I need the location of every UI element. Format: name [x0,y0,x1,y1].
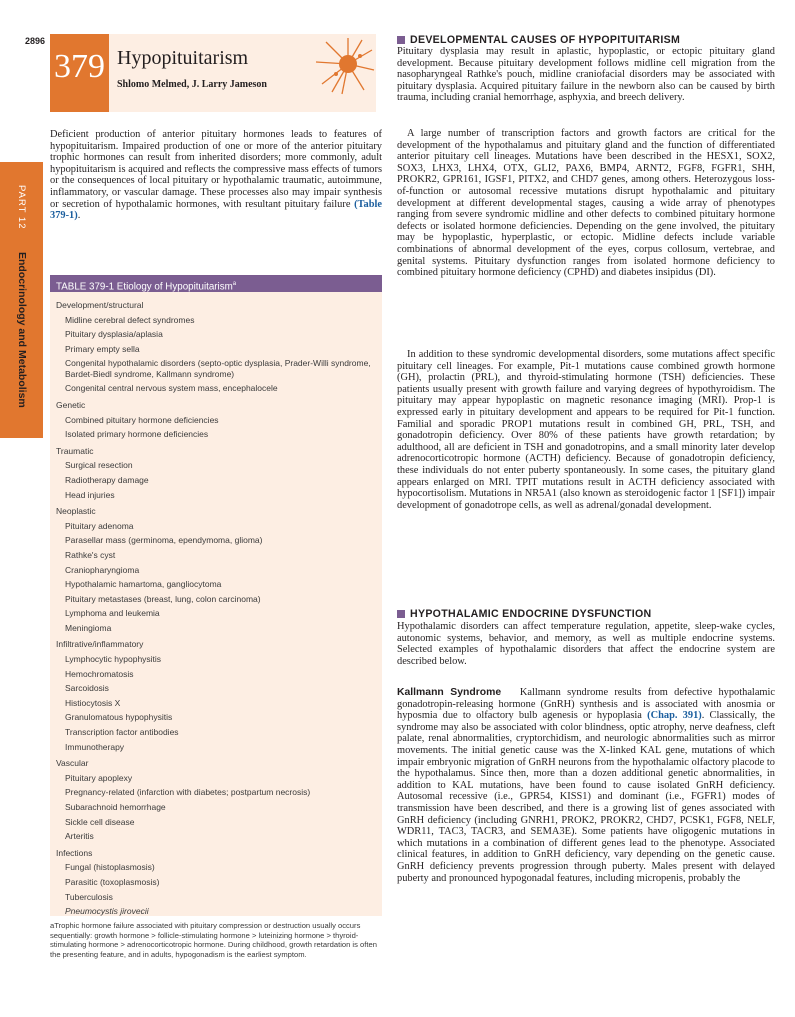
sunburst-decoration-icon [312,36,376,96]
table-item: Meningioma [65,622,112,633]
kallmann-paragraph [397,687,775,884]
hypothalamic-paragraph: Hypothalamic disorders can affect temperature regulation, appetite, sleep-wake cycles, autonomic systems, behavior, and memory, as well as multiple endocrine systems. Selected examples of hypothalamic disorders that affect the endocrine system are described below. [397,621,775,667]
table-item: Lymphoma and leukemia [65,608,160,619]
table-item: Sickle cell disease [65,816,135,827]
heading-text: DEVELOPMENTAL CAUSES OF HYPOPITUITARISM [410,34,681,46]
chapter-title: Hypopituitarism [117,47,249,69]
developmental-paragraph-2: A large number of transcription factors and growth factors are critical for the development of the hypothalamus and pituitary gland and the function of differentiated anterior pituitary cell lineages. Mutations have been described in the HESX1, SOX2, SOX3, LHX3, LHX4, OTX, GLI2, PAX6, BMP4, ARNT2, FGF8, FGFR1, SHH, PROKR2, GPR161, IGSF1, PITX2, and CHD7 genes, among others. Heterozygous loss-of-function or autosomal recessive mutations disrupt hypothalamic and pituitary development at different developmental stages, causing a wide array of phenotypes ranging from severe syndromic midline and other defects to combined pituitary hormone defects or isolated hormone deficiencies. Depending on the gene involved, the pituitary may be hypoplastic, hyperplastic, or ectopic. Midline defects include variable combinations of abnormal development of the eyes, corpus collosum, vertebrae, and genital systems. Pituitary dysfunction ranges from isolated hormone deficiency to combined pituitary hormone deficiency (CPHD) and diabetes insipidus (DI). [397,128,775,279]
table-title-text: TABLE 379-1 Etiology of Hypopituitarism [56,281,233,293]
table-item: Pneumocystis jirovecii [65,906,149,917]
table-item: Subarachnoid hemorrhage [65,802,166,812]
table-item: Histiocytosis X [65,697,121,708]
chapter-header [50,34,376,112]
table-title [50,276,382,292]
heading-square-icon [397,610,405,618]
table-category: Vascular [56,758,89,769]
part-section-title: Endocrinology and Metabolism [16,252,28,408]
table-item: Hypothalamic hamartoma, gangliocytoma [65,579,222,590]
chapter-number: 379 [50,34,109,112]
table-footnote: aTrophic hormone failure associated with pituitary compression or destruction usually occurs sequentially: growth hormone > follicle-stimulating hormone > luteinizing hormone > thyroid-stimulating hormone > adrenocorticotropic hormone. During childhood, growth retardation is often the presenting feature, and in adults, hypogonadism is the earliest symptom. [50,921,377,959]
table-item: Pituitary metastases (breast, lung, colon carcinoma) [65,593,261,604]
table-item: Tuberculosis [65,891,113,902]
kallmann-run-in-heading: Kallmann Syndrome [397,687,502,698]
table-title-footnote-mark: a [232,281,237,287]
etiology-table [50,275,382,916]
table-item: Craniopharyngioma [65,564,140,575]
section-heading-developmental [397,34,775,46]
table-item: Parasellar mass (germinoma, ependymoma, glioma) [65,535,263,546]
table-item: Rathke's cyst [65,549,116,560]
table-item: Lymphocytic hypophysitis [65,654,162,665]
part-label: PART 12 [16,185,27,230]
table-item: Combined pituitary hormone deficiencies [65,414,219,425]
heading-text: HYPOTHALAMIC ENDOCRINE DYSFUNCTION [410,608,652,620]
table-item: Arteritis [65,831,94,842]
table-item: Transcription factor antibodies [65,727,179,738]
developmental-paragraph-3: In addition to these syndromic developmental disorders, some mutations affect specific pituitary cell lineages. For example, Pit-1 mutations cause combined growth hormone (GH), prolactin (PRL), and thyroid-stimulating hormone (TSH) deficiencies. These patients usually present with growth failure and varying degrees of hypothyroidism. The pituitary may appear hypoplastic on magnetic resonance imaging (MRI). Prop-1 is expressed early in pituitary development and appears to be required for Pit-1 function. Familial and sporadic PROP1 mutations result in combined GH, PRL, TSH, and gonadotropin deficiency. Over 80% of these patients have growth retardation; by adulthood, all are deficient in TSH and gonadotropins, and a small minority later develop adrenocorticotropic hormone (ACTH) deficiency. Because of gonadotropin deficiency, these individuals do not enter puberty spontaneously. In some cases, the pituitary gland appears enlarged on MRI. TPIT mutations result in ACTH deficiency associated with hypocortisolism. Mutations in NR5A1 (also known as steroidogenic factor 1 [SF1]) impair development of gonadotrope cells, as well as adrenal/gonadal development. [397,349,775,511]
table-item: Congenital hypothalamic disorders (septo-optic dysplasia, Prader-Willi syndrome, Bardet-Biedl syndrome, Kallmann syndrome) [65,358,371,379]
chapter-authors: Shlomo Melmed, J. Larry Jameson [117,79,267,90]
table-item: Immunotherapy [65,741,125,752]
developmental-paragraph-1: Pituitary dysplasia may result in aplastic, hypoplastic, or ectopic pituitary gland development. Because pituitary development follows midline cell migration from the nasopharyngeal Rathke's pouch, midline craniofacial disorders may be associated with pituitary dysplasia. Acquired pituitary failure in the newborn also can be caused by birth trauma, including cranial hemorrhage, asphyxia, and breech delivery. [397,46,775,104]
table-category: Neoplastic [56,506,96,517]
intro-paragraph [50,129,382,222]
table-item: Granulomatous hypophysitis [65,712,173,723]
table-item: Pituitary dysplasia/aplasia [65,329,163,340]
table-item: Congenital central nervous system mass, encephalocele [65,383,278,394]
table-item: Midline cerebral defect syndromes [65,314,195,325]
table-item: Pituitary apoplexy [65,772,133,783]
table-item: Primary empty sella [65,343,140,354]
kallmann-text-1: Kallmann syndrome results from defective hypothalamic gonadotropin-releasing hormone (GnRH) synthesis and is associated with anosmia or hyposmia due to olfactory bulb agenesis or hypoplasia [397,687,776,722]
page-number: 2896 [25,36,46,46]
table-item: Hemochromatosis [65,668,134,679]
section-heading-hypothalamic [397,608,775,620]
table-item: Radiotherapy damage [65,474,149,485]
kallmann-text-2: . Classically, the syndrome may also be associated with color blindness, optic atrophy, nerve deafness, cleft palate, renal abnormalities, cryptorchidism, and neurologic abnormalities such as mirror movements. The initial genetic cause was the X-linked KAL gene, mutations of which impair embryonic migration of GnRH neurons from the hypothalamic olfactory placode to the hypothalamus. Since then, more than a dozen additional genetic abnormalities, in addition to KAL mutations, have been found to cause isolated GnRH deficiency. Autosomal recessive (i.e., GPR54, KISS1) and dominant (i.e., FGFR1) modes of transmission have been described, and there is a growing list of genes associated with GnRH deficiency (including GNRH1, PROK2, PROKR2, CHD7, PCSK1, FGF8, NELF, WDR11, TAC3, TACR3, and SEMA3E). Some patients have oligogenic mutations in which mutations in a combination of different genes lead to the phenotype. Associated clinical features, in addition to GnRH deficiency, vary depending on the genetic cause. GnRH deficiency prevents progression through puberty. Males present with delayed puberty and pronounced hypogonadal features, including micropenis, probably the [397,710,775,884]
table-category: Infections [56,847,93,858]
table-category: Development/structural [56,300,144,310]
table-category: Traumatic [56,445,94,456]
table-item: Pituitary adenoma [65,520,134,531]
table-category: Infiltrative/inflammatory [56,639,144,650]
intro-text: Deficient production of anterior pituitary hormones leads to features of hypopituitarism. Impaired production of one or more of the anterior pituitary trophic hormones can result from inherited disorders; more commonly, adult hypopituitarism is acquired and reflects the compressive mass effects of tumors or the consequences of local pituitary or hypothalamic traumatic, autoimmune, inflammatory, or vascular damage. These processes also may impair synthesis or secretion of hypothalamic hormones, with resultant pituitary failure [50,129,382,210]
intro-end: . [77,210,81,222]
table-list [56,296,376,919]
heading-square-icon [397,36,405,44]
table-item: Parasitic (toxoplasmosis) [65,876,160,887]
table-item: Fungal (histoplasmosis) [65,862,155,873]
table-item: Sarcoidosis [65,683,109,694]
table-item: Head injuries [65,489,115,500]
chap-391-link[interactable]: (Chap. 391) [647,710,702,722]
table-item: Isolated primary hormone deficiencies [65,429,209,440]
table-379-1-link[interactable]: (Table 379-1) [50,198,382,222]
table-item: Pregnancy-related (infarction with diabetes; postpartum necrosis) [65,787,311,798]
table-category: Genetic [56,399,86,410]
table-item: Surgical resection [65,460,133,471]
